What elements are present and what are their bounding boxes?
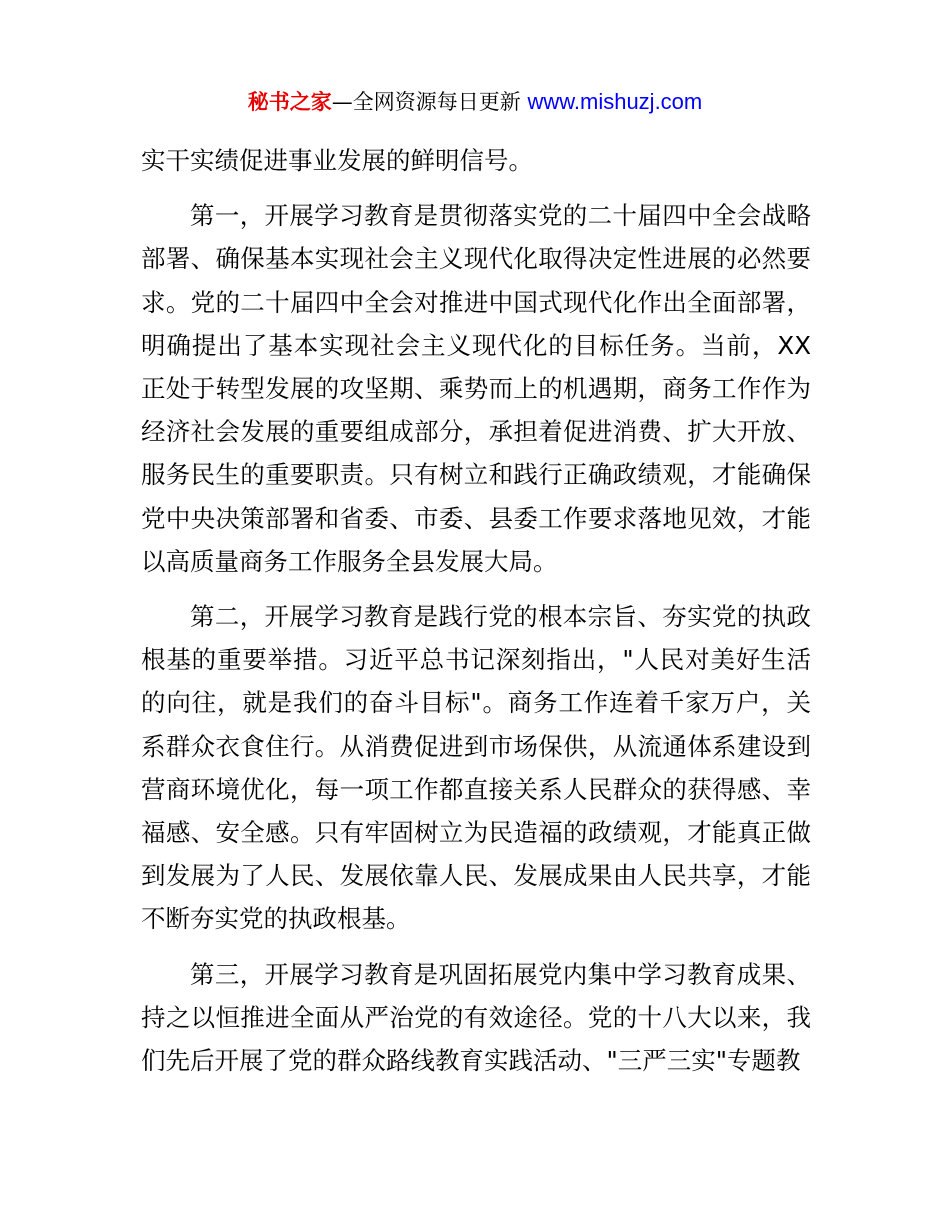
paragraph-first-point: 第一，开展学习教育是贯彻落实党的二十届四中全会战略部署、确保基本实现社会主义现代化取得决定性进展的必然要求。党的二十届四中全会对推进中国式现代化作出全面部署，明确提出了基本实现社会主义现代化的目标任务。当前，XX正处于转型发展的攻坚期、乘势而上的机遇期，商务工作作为经济社会发展的重要组成部分，承担着促进消费、扩大开放、服务民生的重要职责。只有树立和践行正确政绩观，才能确保党中央决策部署和省委、市委、县委工作要求落地见效，才能以高质量商务工作服务全县发展大局。 xyxy=(141,201,811,576)
header-tagline: 全网资源每日更新 xyxy=(352,90,521,114)
paragraph-second-point: 第二，开展学习教育是践行党的根本宗旨、夯实党的执政根基的重要举措。习近平总书记深刻指出，"人民对美好生活的向往，就是我们的奋斗目标"。商务工作连着千家万户，关系群众衣食住行。从消费促进到市场保供，从流通体系建设到营商环境优化，每一项工作都直接关系人民群众的获得感、幸福感、安全感。只有牢固树立为民造福的政绩观，才能真正做到发展为了人民、发展依靠人民、发展成果由人民共享，才能不断夯实党的执政根基。 xyxy=(141,602,811,934)
document-body xyxy=(141,139,811,1082)
site-url-link[interactable]: www.mishuzj.com xyxy=(527,89,703,114)
page-header xyxy=(0,86,950,118)
paragraph-third-point: 第三，开展学习教育是巩固拓展党内集中学习教育成果、持之以恒推进全面从严治党的有效途径。党的十八大以来，我们先后开展了党的群众路线教育实践活动、"三严三实"专题教 xyxy=(141,959,811,1076)
site-brand: 秘书之家 xyxy=(247,90,332,114)
paragraph-continuation: 实干实绩促进事业发展的鲜明信号。 xyxy=(141,146,533,175)
header-separator: — xyxy=(331,90,353,114)
